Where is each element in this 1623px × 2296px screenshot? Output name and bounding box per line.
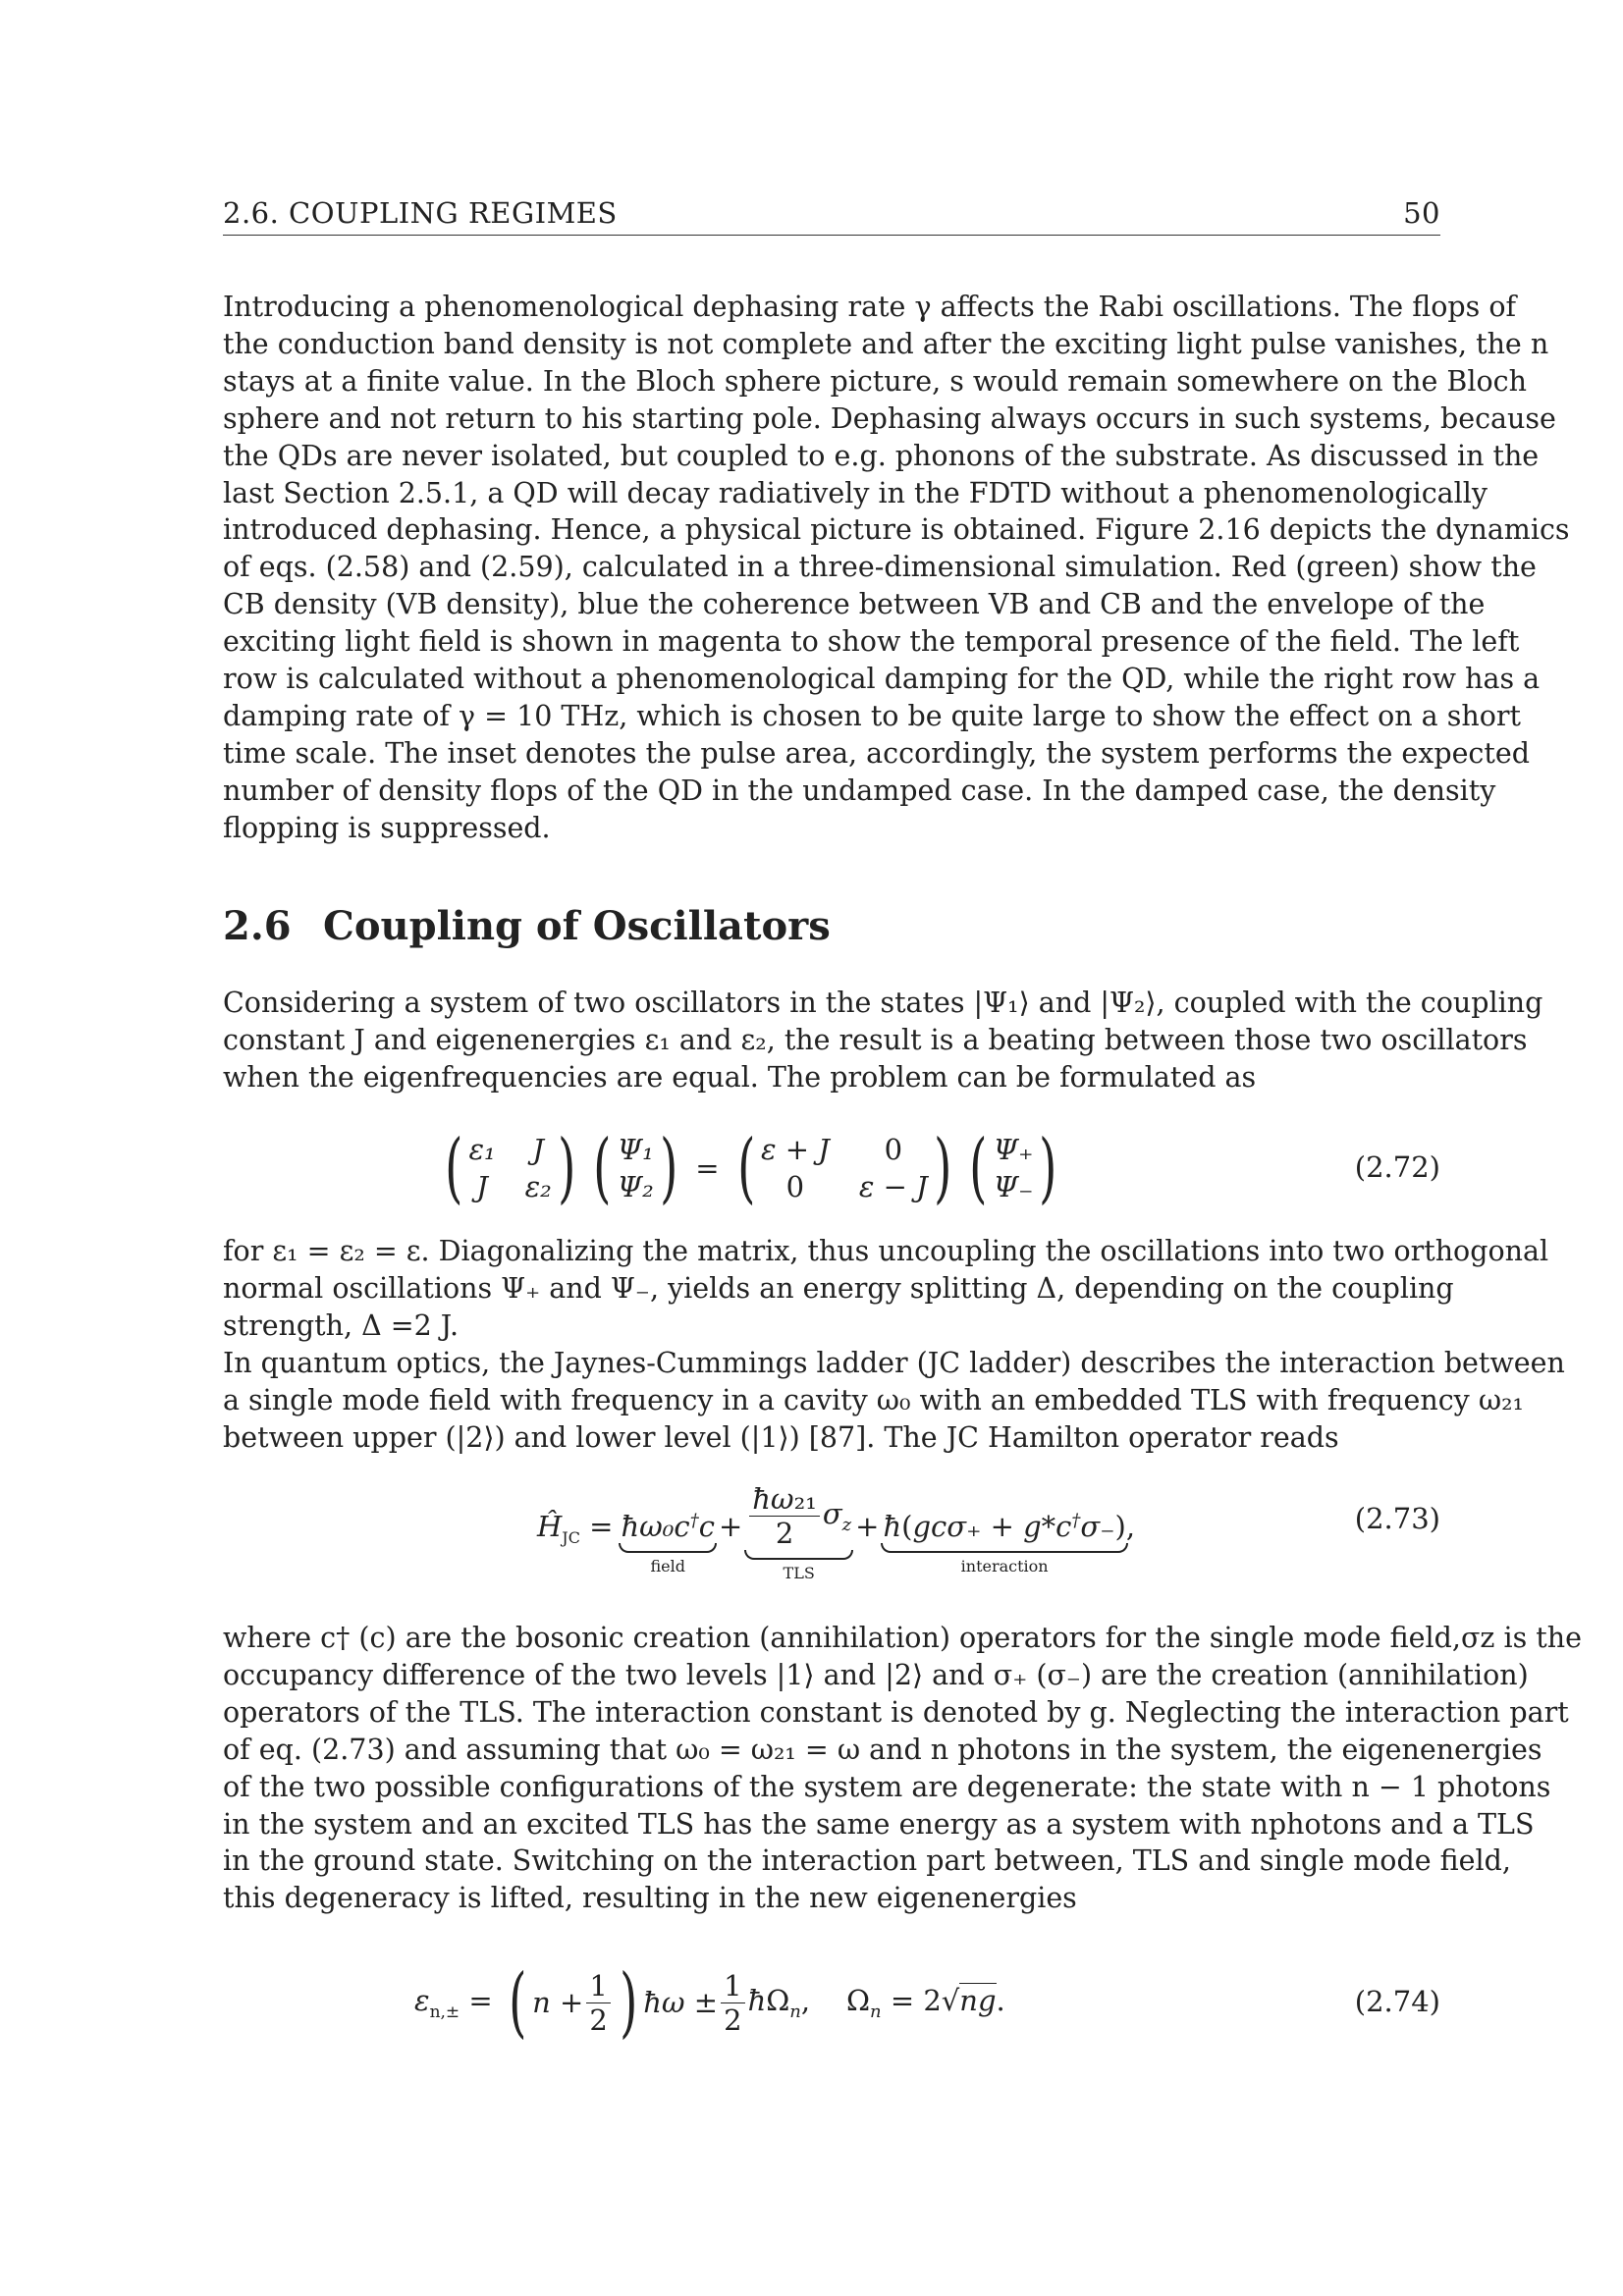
equation-2-73 [223,1472,1440,1610]
equation-number: (2.74) [1354,1985,1440,2018]
text-line: stays at a finite value. In the Bloch sphere picture, s would remain somewhere on the Bloch [223,364,1527,398]
equation-2-72 [223,1119,1440,1227]
text-line: this degeneracy is lifted, resulting in the new eigenenergies [223,1882,1077,1915]
page-number: 50 [1403,196,1440,230]
equation-2-74 [223,1953,1440,2061]
equation-number: (2.72) [1354,1150,1440,1184]
text-line: CB density (VB density), blue the coherence between VB and CB and the envelope of the [223,588,1486,621]
text-line: operators of the TLS. The interaction constant is denoted by g. Neglecting the interaction part [223,1695,1569,1729]
text-line: of eq. (2.73) and assuming that ω₀ = ω₂₁ = ω and n photons in the system, the eigenenergies [223,1733,1542,1766]
paragraph-diagonalizing [223,1233,1549,1345]
text-line: strength, Δ =2 J. [223,1308,460,1342]
text-line: Introducing a phenomenological dephasing rate γ affects the Rabi oscillations. The flops of [223,291,1517,323]
brace-label-interaction: interaction [960,1557,1049,1575]
text-line: between upper (|2⟩) and lower level (|1⟩) [87]. The JC Hamilton operator reads [223,1420,1339,1454]
running-header [223,194,1440,234]
section-heading [223,903,831,949]
text-line: in the ground state. Switching on the interaction part between, TLS and single mode field, [223,1844,1511,1878]
paragraph-jaynes-cummings [223,1345,1565,1457]
text-line: flopping is suppressed. [223,811,551,844]
text-line: last Section 2.5.1, a QD will decay radiatively in the FDTD without a phenomenologically [223,476,1488,509]
text-line: constant J and eigenenergies ε₁ and ε₂, the result is a beating between those two oscillators [223,1023,1528,1056]
text-line: for ε₁ = ε₂ = ε. Diagonalizing the matrix, thus uncoupling the oscillations into two orthogonal [223,1235,1549,1267]
text-line: time scale. The inset denotes the pulse area, accordingly, the system performs the expected [223,736,1530,770]
jc-hamiltonian: $Ĥ_{JC}$ = ħω₀c†c field + $\frac{\text{ħω₂₁}}{2}$ $\sigma_z$ TLS + ħ(gcσ₊ + g*c†σ₋) interaction , [537,1482,1136,1582]
text-line: damping rate of γ = 10 THz, which is chosen to be quite large to show the effect on a short [223,699,1521,732]
paragraph-dephasing [223,289,1570,847]
header-section: 2.6. COUPLING REGIMES [223,196,618,230]
text-line: the conduction band density is not complete and after the exciting light pulse vanishes, the n [223,327,1549,360]
text-line: number of density flops of the QD in the undamped case. In the damped case, the density [223,774,1496,807]
text-line: Considering a system of two oscillators in the states |Ψ₁⟩ and |Ψ₂⟩, coupled with the coupling [223,987,1543,1019]
text-line: when the eigenfrequencies are equal. The problem can be formulated as [223,1060,1257,1094]
section-number: 2.6 [223,903,292,949]
text-line: In quantum optics, the Jaynes-Cummings ladder (JC ladder) describes the interaction between [223,1347,1565,1379]
text-line: the QDs are never isolated, but coupled to e.g. phonons of the substrate. As discussed in the [223,439,1540,472]
text-line: introduced dephasing. Hence, a physical picture is obtained. Figure 2.16 depicts the dynamics [223,513,1570,547]
text-line: occupancy difference of the two levels |1⟩ and |2⟩ and σ₊ (σ₋) are the creation (annihilation) [223,1658,1529,1691]
text-line: sphere and not return to his starting pole. Dephasing always occurs in such systems, because [223,401,1556,435]
matrix-equation: ( ε₁ J J ε₂ ) ( Ψ₁ Ψ₂ ) = ( ε + J 0 0 ε − J ) ( Ψ₊ Ψ₋ ) [445,1124,1057,1212]
text-line: row is calculated without a phenomenological damping for the QD, while the right row has a [223,663,1541,696]
section-title: Coupling of Oscillators [323,903,831,949]
paragraph-interaction [223,1620,1582,1917]
brace-label-field: field [650,1557,685,1575]
header-rule [223,235,1440,236]
text-line: of eqs. (2.58) and (2.59), calculated in a three-dimensional simulation. Red (green) show the [223,551,1537,584]
text-line: where c† (c) are the bosonic creation (annihilation) operators for the single mode field,σz is the [223,1622,1582,1654]
text-line: of the two possible configurations of the system are degenerate: the state with n − 1 photons [223,1770,1551,1803]
eigenenergies: $\varepsilon_{n,\pm}$ = ( n + $\frac{1}{2}$ ) ħω ± $\frac{1}{2}$ $ħ\Omega_n$, $\Omega_n = 2√ng$. [414,1958,1005,2047]
text-line: in the system and an excited TLS has the same energy as a system with nphotons and a TLS [223,1807,1535,1841]
text-line: exciting light field is shown in magenta to show the temporal presence of the field. The left [223,625,1520,659]
paragraph-oscillators [223,985,1543,1096]
text-line: a single mode field with frequency in a cavity ω₀ with an embedded TLS with frequency ω₂₁ [223,1383,1524,1416]
brace-label-tls: TLS [783,1564,815,1582]
text-line: normal oscillations Ψ₊ and Ψ₋, yields an energy splitting Δ, depending on the coupling [223,1271,1454,1305]
equation-number: (2.73) [1354,1502,1440,1535]
